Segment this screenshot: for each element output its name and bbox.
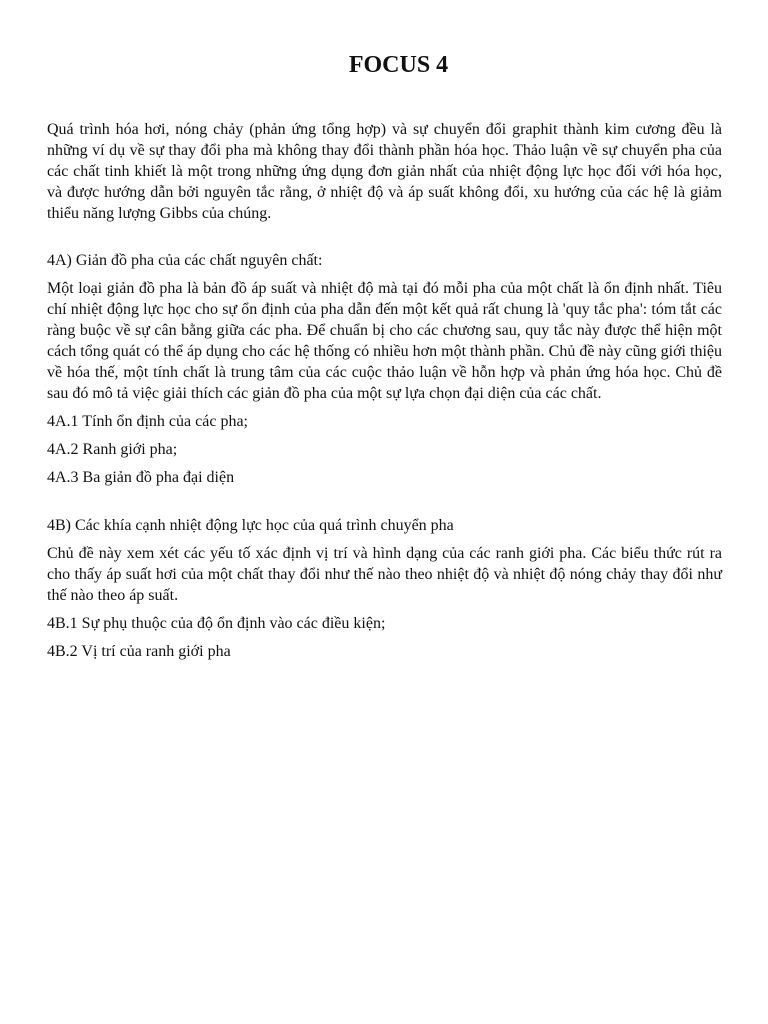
- section-4b-item: 4B.2 Vị trí của ranh giới pha: [47, 643, 231, 660]
- section-4a-item: 4A.2 Ranh giới pha;: [47, 441, 178, 458]
- section-4b-heading: 4B) Các khía cạnh nhiệt động lực học của quá trình chuyển pha: [47, 517, 454, 534]
- document-title: FOCUS 4: [348, 52, 449, 78]
- intro-paragraph: Quá trình hóa hơi, nóng chảy (phản ứng tổng hợp) và sự chuyển đổi graphit thành kim cương đều là những ví dụ về sự thay đổi pha mà không thay đổi thành phần hóa học. Thảo luận về sự chuyển pha của các chất tinh khiết là một trong những ứng dụng đơn giản nhất của nhiệt động lực học đối với hóa học, và được hướng dẫn bởi nguyên tắc rằng, ở nhiệt độ và áp suất không đổi, xu hướng của các hệ là giảm thiểu năng lượng Gibbs của chúng.: [47, 121, 722, 222]
- section-4a-item: 4A.1 Tính ổn định của các pha;: [47, 413, 248, 430]
- section-4a-body: Một loại giản đồ pha là bản đồ áp suất và nhiệt độ mà tại đó mỗi pha của một chất là ổn định nhất. Tiêu chí nhiệt động lực học cho sự ổn định của pha dẫn đến một kết quả rất chung là 'quy tắc pha': tóm tắt các ràng buộc về sự cân bằng giữa các pha. Để chuẩn bị cho các chương sau, quy tắc này được thể hiện một cách tổng quát có thể áp dụng cho các hệ thống có nhiều hơn một thành phần. Chủ đề này cũng giới thiệu về hóa thế, một tính chất là trung tâm của các cuộc thảo luận về hỗn hợp và phản ứng hóa học. Chủ đề sau đó mô tả việc giải thích các giản đồ pha của một sự lựa chọn đại diện của các chất.: [47, 280, 722, 402]
- section-4b-item: 4B.1 Sự phụ thuộc của độ ổn định vào các điều kiện;: [47, 615, 386, 632]
- section-4a-heading: 4A) Giản đồ pha của các chất nguyên chất:: [47, 252, 323, 269]
- section-4a-item: 4A.3 Ba giản đồ pha đại diện: [47, 469, 235, 486]
- section-4b-body: Chủ đề này xem xét các yếu tố xác định vị trí và hình dạng của các ranh giới pha. Các biểu thức rút ra cho thấy áp suất hơi của một chất thay đổi như thế nào theo nhiệt độ và nhiệt độ nóng chảy thay đổi như thế nào theo áp suất.: [47, 545, 722, 604]
